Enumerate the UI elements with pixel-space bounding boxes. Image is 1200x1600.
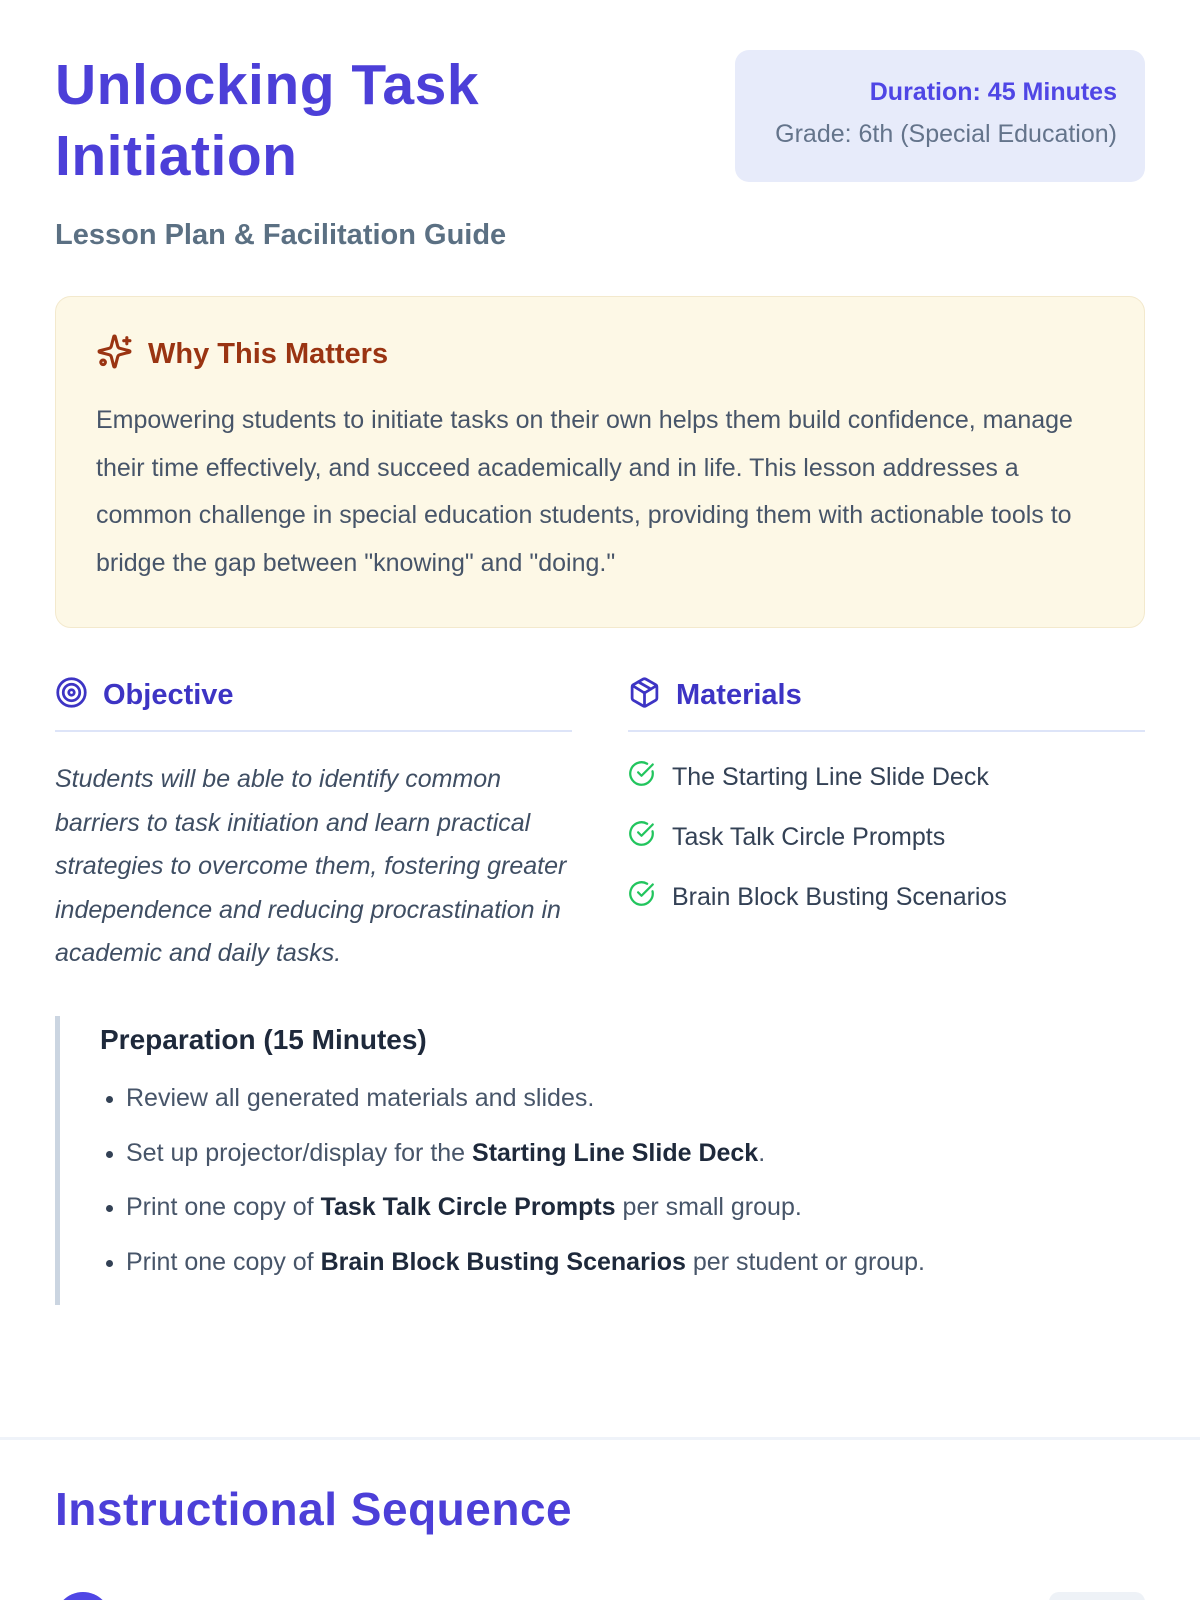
material-label: Task Talk Circle Prompts [672,822,946,851]
materials-section [628,676,1145,976]
target-icon [55,676,88,714]
objective-title: Objective [103,678,234,711]
prep-text: Review all generated materials and slides. [126,1083,595,1112]
check-circle-icon [628,760,655,794]
objective-header [55,676,572,732]
materials-title: Materials [676,678,802,711]
why-this-matters-box [55,296,1145,628]
step-number-badge [55,1592,111,1600]
why-body: Empowering students to initiate tasks on their own helps them build confidence, manage their time effectively, and succeed academically and in life. This lesson addresses a common challenge in special education students, providing them with actionable tools to bridge the gap between "knowing" and "doing." [96,406,1073,577]
prep-text: per student or group. [685,1248,925,1277]
package-icon [628,676,661,714]
prep-text-bold: Starting Line Slide Deck [472,1138,759,1167]
step-duration-badge [1049,1592,1145,1600]
list-item [628,820,1145,854]
prep-text: . [758,1138,766,1167]
prep-text: Set up projector/display for the [126,1138,473,1167]
list-item [126,1137,1145,1171]
prep-text: per small group. [615,1193,802,1222]
material-label: Brain Block Busting Scenarios [672,882,1007,911]
materials-header [628,676,1145,732]
prep-text-bold: Brain Block Busting Scenarios [320,1248,686,1277]
list-item [126,1082,1145,1116]
objective-materials-columns [55,676,1145,976]
prep-text: Print one copy of [126,1248,321,1277]
page-subtitle: Lesson Plan & Facilitation Guide [55,219,507,252]
sequence-step-row [55,1592,1145,1600]
page-title: Unlocking Task Initiation [55,53,480,188]
check-circle-icon [628,880,655,914]
objective-section [55,676,572,976]
objective-body: Students will be able to identify common barriers to task initiation and learn practical strategies to overcome them, fostering greater independence and reducing procrastination in academic and daily tasks. [55,765,567,968]
material-label: The Starting Line Slide Deck [672,762,989,791]
list-item [126,1191,1145,1225]
prep-text: Print one copy of [126,1193,321,1222]
prep-text-bold: Task Talk Circle Prompts [320,1193,616,1222]
list-item [126,1246,1145,1280]
title-block [55,50,695,252]
list-item [628,760,1145,794]
check-circle-icon [628,820,655,854]
grade-label: Grade: 6th (Special Education) [775,120,1117,148]
sparkles-icon [96,333,133,375]
header [55,50,1145,252]
duration-label: Duration: 45 Minutes [869,78,1117,106]
preparation-list [100,1082,1145,1280]
preparation-section [55,1016,1145,1305]
list-item [628,880,1145,914]
why-header [96,333,1104,375]
instructional-sequence-title: Instructional Sequence [55,1483,573,1535]
meta-card [735,50,1145,182]
materials-list [628,760,1145,914]
instructional-sequence-section [0,1437,1200,1600]
preparation-title: Preparation (15 Minutes) [100,1023,427,1055]
why-title: Why This Matters [148,337,389,370]
